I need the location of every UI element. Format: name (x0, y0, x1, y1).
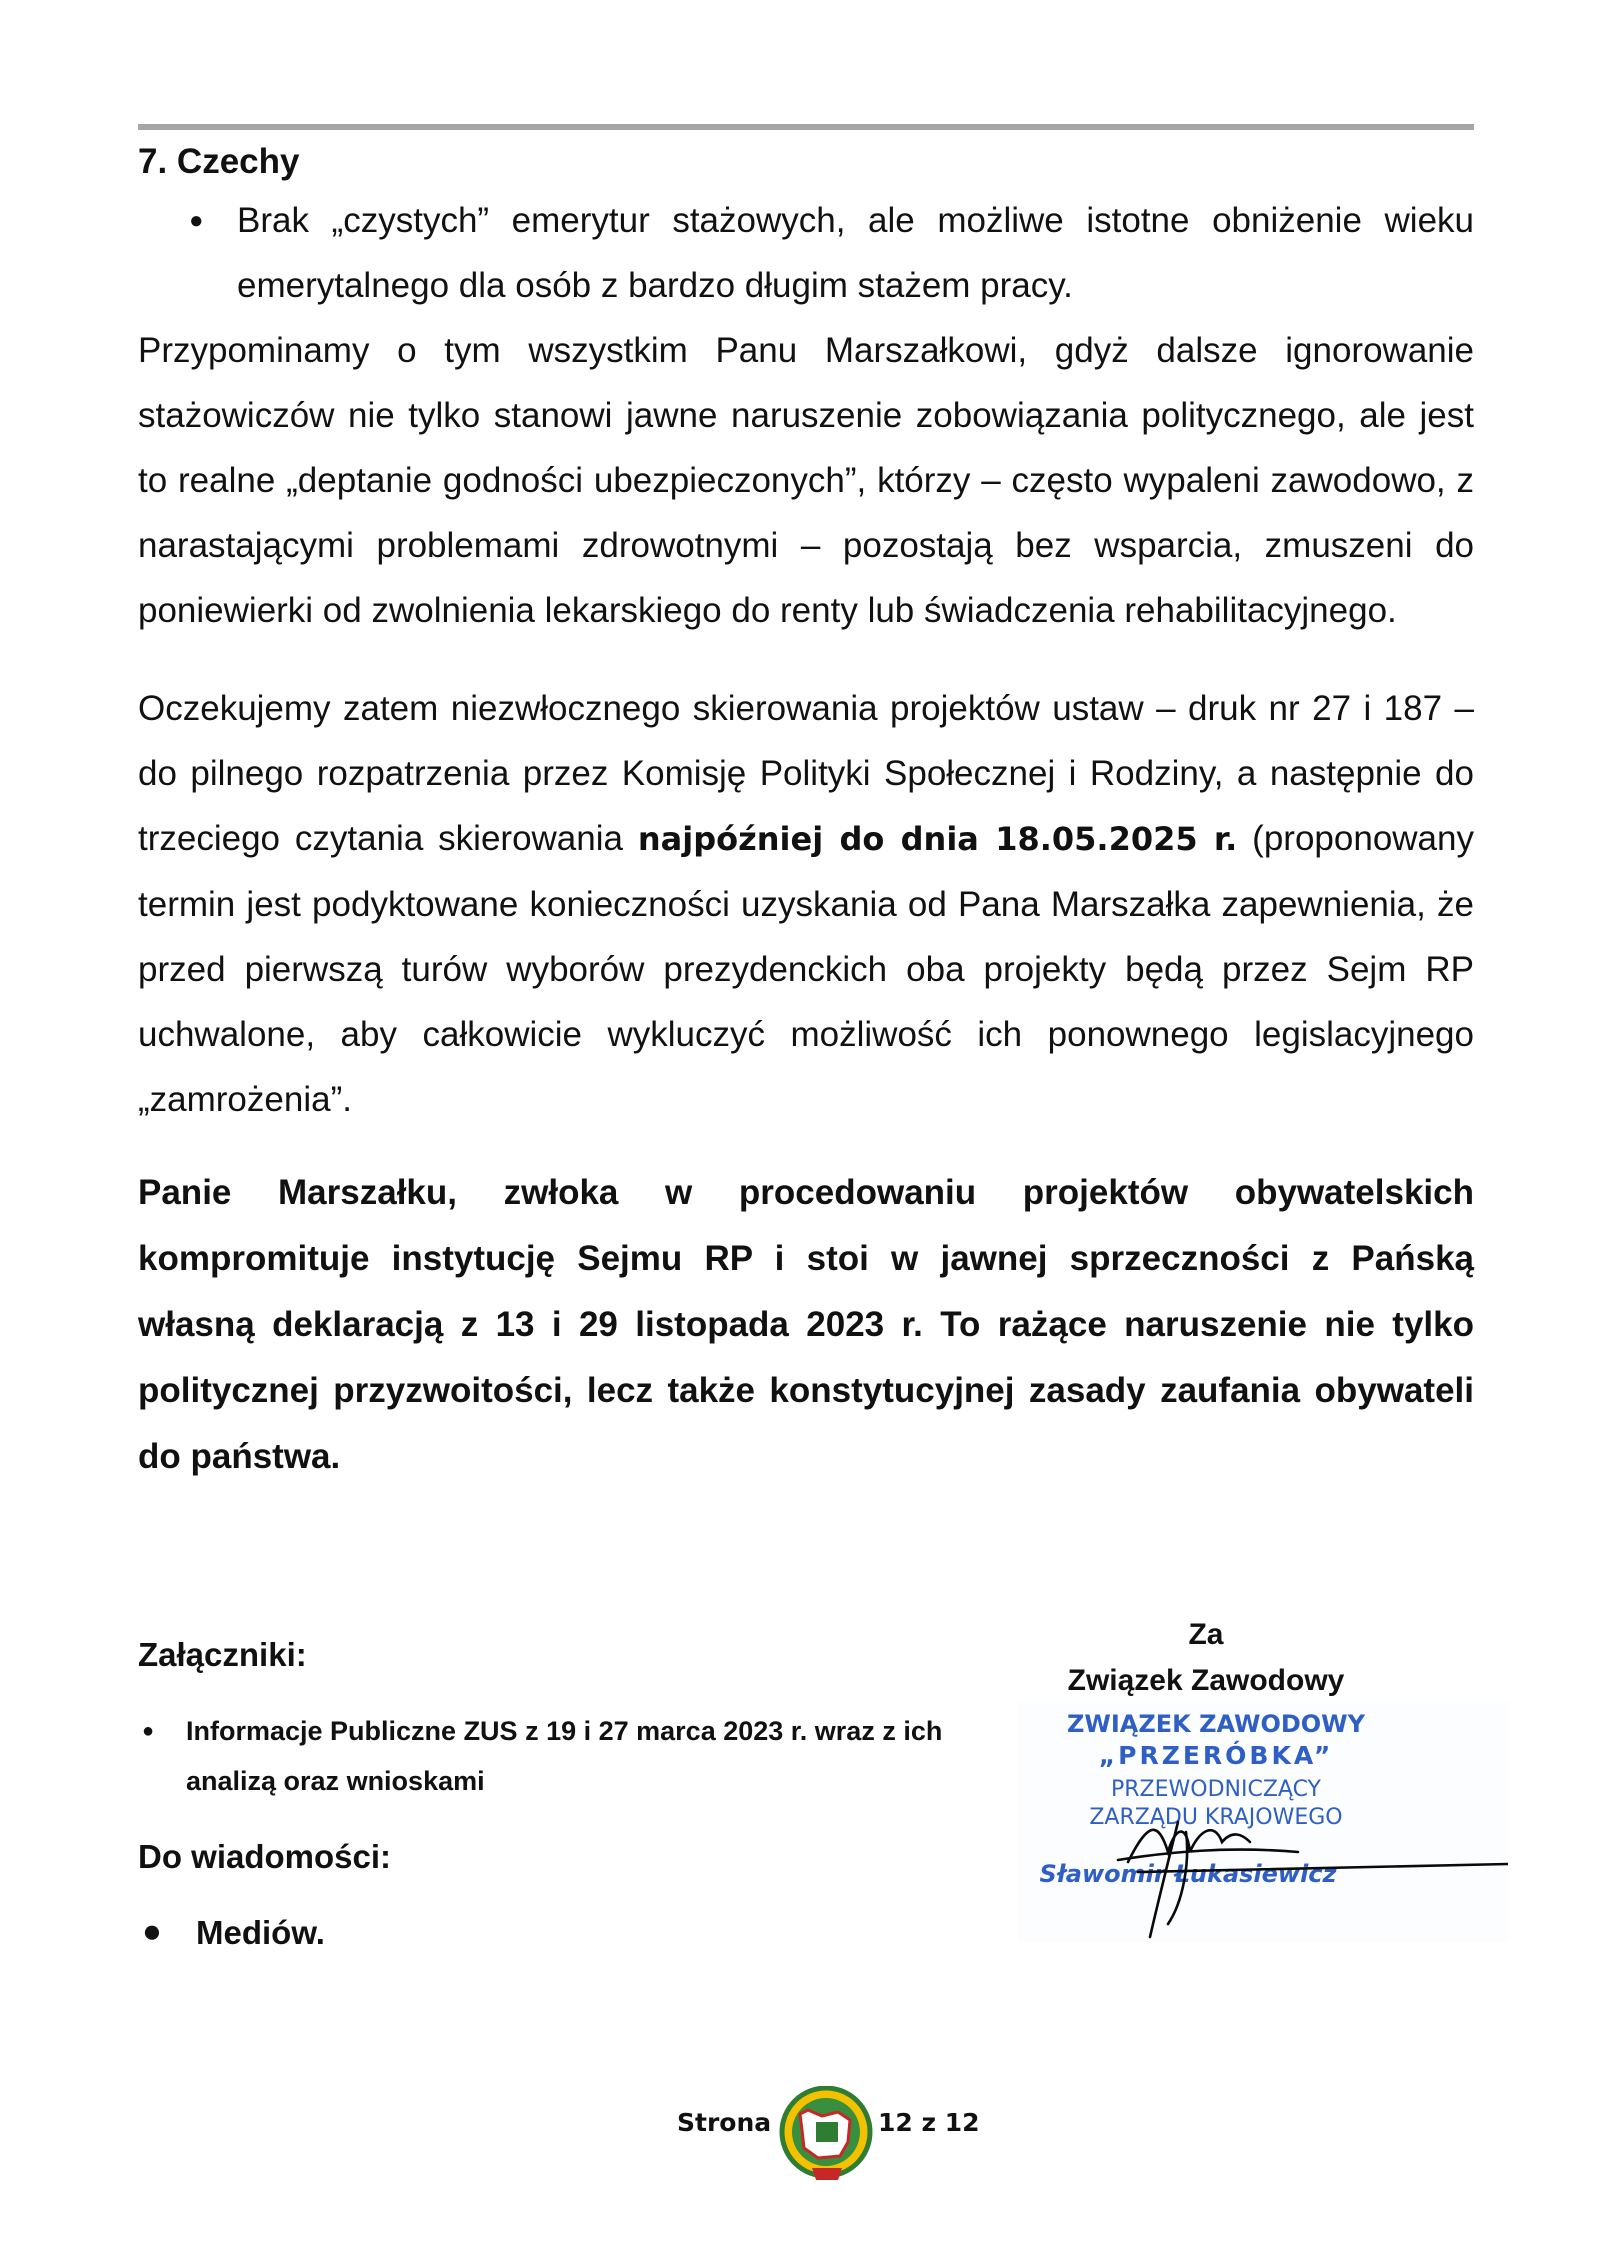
paragraph-reminder: Przypominamy o tym wszystkim Panu Marszałkowi, gdyż dalsze ignorowanie stażowiczów nie tylko stanowi jawne naruszenie zobowiązania politycznego, ale jest to realne „deptanie godności ubezpieczonych”, którzy – często wypaleni zawodowo, z narastającymi problemami zdrowotnymi – pozostają bez wsparcia, zmuszeni do poniewierki od zwolnienia lekarskiego do renty lub świadczenia rehabilitacyjnego. (138, 331, 1474, 630)
stamp-union-name: „PRZERÓBKA” (1098, 1741, 1334, 1770)
union-stamp (1018, 1702, 1508, 1942)
signature-line-za: Za (1188, 1618, 1224, 1651)
attachment-text: Informacje Publiczne ZUS z 19 i 27 marca 2023 r. wraz z ich analizą oraz wnioskami (186, 1716, 943, 1796)
signature-block (1024, 1612, 1388, 1704)
page-footer (0, 2086, 1600, 2186)
bullet-icon: ● (189, 207, 204, 234)
attachments-title: Załączniki: (138, 1636, 307, 1673)
stamp-name-text: Sławomir Łukasiewicz (1039, 1860, 1337, 1888)
bullet-icon: ● (142, 1720, 155, 1742)
notice-title: Do wiadomości: (138, 1838, 392, 1875)
notice-item (142, 1914, 325, 1952)
signature-line-union: Związek Zawodowy (1067, 1664, 1345, 1697)
deadline-text: najpóźniej do dnia 18.05.2025 r. (637, 820, 1238, 858)
section-heading: 7. Czechy (138, 142, 300, 181)
footer-label: Strona (677, 2108, 772, 2137)
section-bullet (138, 188, 1474, 318)
stamp-union-text: ZWIĄZEK ZAWODOWY (1066, 1710, 1366, 1738)
header-rule (138, 124, 1474, 130)
footer-page-count: 12 z 12 (878, 2108, 980, 2137)
paragraph-appeal: Panie Marszałku, zwłoka w procedowaniu projektów obywatelskich kompromituje instytucję Sejmu RP i stoi w jawnej sprzeczności z Pańską własną deklaracją z 13 i 29 listopada 2023 r. To rażące naruszenie nie tylko politycznej przyzwoitości, lecz także konstytucyjnej zasady zaufania obywateli do państwa. (138, 1173, 1474, 1476)
notice-text: Mediów. (196, 1914, 325, 1951)
attachment-item (138, 1706, 958, 1806)
paragraph-expectation-start: Oczekujemy zatem niezwłocznego skierowania projektów ustaw – druk nr 27 i 187 – do pilnego rozpatrzenia przez Komisję Polityki Społecznej i Rodziny, a następnie do trzeciego czytania skierowania (138, 689, 1474, 858)
paragraph-expectation-end: (proponowany termin jest podyktowane konieczności uzyskania od Pana Marszałka zapewnienia, że przed pierwszą turów wyborów prezydenckich oba projekty będą przez Sejm RP uchwalone, aby całkowicie wykluczyć możliwość ich ponownego legislacyjnego „zamrożenia”. (138, 819, 1474, 1119)
paragraph-expectation (138, 676, 1474, 1132)
bullet-text: Brak „czystych” emerytur stażowych, ale możliwe istotne obniżenie wieku emerytalnego dla osób z bardzo długim stażem pracy. (237, 201, 1474, 305)
union-logo-icon (778, 2086, 874, 2184)
bullet-icon: ● (142, 1912, 162, 1949)
stamp-board-text: ZARZĄDU KRAJOWEGO (1089, 1805, 1343, 1830)
stamp-chair-text: PRZEWODNICZĄCY (1111, 1777, 1321, 1802)
document-body (138, 136, 1474, 1490)
